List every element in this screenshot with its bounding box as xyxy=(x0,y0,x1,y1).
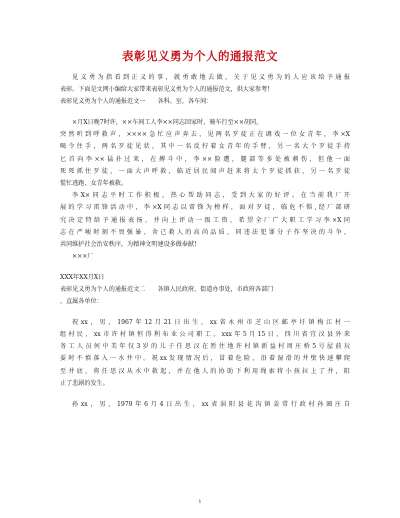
section-heading-line: 表彰见义勇为个人的通报范文一 各科、室，各车间： xyxy=(60,98,213,106)
paragraph-line: 孙xx，男，1979年6月4日出生，xx省涡阳县花沟镇姜常行政村孙圈庄自 xyxy=(72,400,350,408)
paragraph-line: 喝令住手，两名歹徒见状，其中一名反拧着女青年的手臂，另一名大个歹徒手持 xyxy=(60,143,350,151)
paragraph-line: 死死抓住歹徒，一面大声呼救，临近居民闻声赶来将太个歹徒抓获，另一名歹徒 xyxy=(60,167,350,175)
paragraph-line: 见义勇为指看到正义的事，就勇敢地去做，关于见义勇为的人应该给予通报 xyxy=(72,74,350,81)
paragraph-line: 李X×同志平时工作积极，热心帮助同志，受到大家的好评。在当前我厂开 xyxy=(72,192,350,200)
paragraph-line: 至井底，将任思汉从水中救起，并在他人的协助下利用绳索将小孩拉上了井，阻 xyxy=(60,367,350,375)
paragraph-line: 组村民，xx市许村镇恒得利布业公司职工。xxx年5月15日，四川省宜汉县外来 xyxy=(60,331,350,339)
paragraph-line: 祝xx，男，1967年12月21日出生，xx省永州市芝山区邮亭圩镇梅江村一 xyxy=(72,318,350,326)
paragraph-line: 志在严峻时刻不畏强暴、舍己救人的高尚品质，同违法犯罪分子作坚决的斗争， xyxy=(60,228,350,236)
paragraph-line: 究决定特给予通报表扬，并向上评动一级工资，希望全厂广大职工学习李×X同 xyxy=(60,216,350,224)
signature-line: ×××厂 xyxy=(72,253,94,261)
page-number: 1 xyxy=(198,499,202,505)
paragraph-line: 展的学习雷锋活动中，李×X同志以雷锋为榜样，面对歹徒，临危不惧,经厂部研 xyxy=(60,204,350,212)
date-line: XXX年XX月X日 xyxy=(60,273,105,281)
paragraph-line: ×月X日晚7时许，××车间工人李××同志回家时，骑车行至××胡同， xyxy=(72,119,263,127)
paragraph-line: 务工人员何中美年仅3岁的儿子任思汉在暂住地许村镇新益村周庄桥5号屋前玩 xyxy=(60,343,350,351)
paragraph-line: 止了悲剧的发生。 xyxy=(60,379,109,387)
section-heading-line: 表彰见义勇为个人的通报范文二 各镇人民政府、街道办事处，市政府各部门 xyxy=(60,286,274,293)
paragraph-line: 共同维护社会治安秩序，为精神文明建设多做奉献! xyxy=(60,240,197,248)
paragraph-line: 突然听到呼救声，××××急忙应声奔去，见两名歹徒正在调戏一位女青年，李×X xyxy=(60,131,350,139)
document-title: 表彰见义勇为个人的通报范文 xyxy=(122,49,278,63)
paragraph-line: 匕首向李××猛扑过来，在搏斗中，李××险遭，腿部等多处被刺伤，但他一面 xyxy=(60,155,350,163)
document-body xyxy=(60,72,350,411)
paragraph-line: ，直属各单位： xyxy=(60,298,103,306)
paragraph-line: 表彰。下面是文网小编给大家带来表彰见义勇为个人的通报范文，供大家参考! xyxy=(60,86,270,94)
paragraph-line: 耍时不慎落入一水井中。祝xx发现情况后，冒着危险，沿着湿滑的井壁快速攀爬 xyxy=(60,355,350,363)
paragraph-line: 慌忙逃跑，女青年被救。 xyxy=(60,180,128,187)
